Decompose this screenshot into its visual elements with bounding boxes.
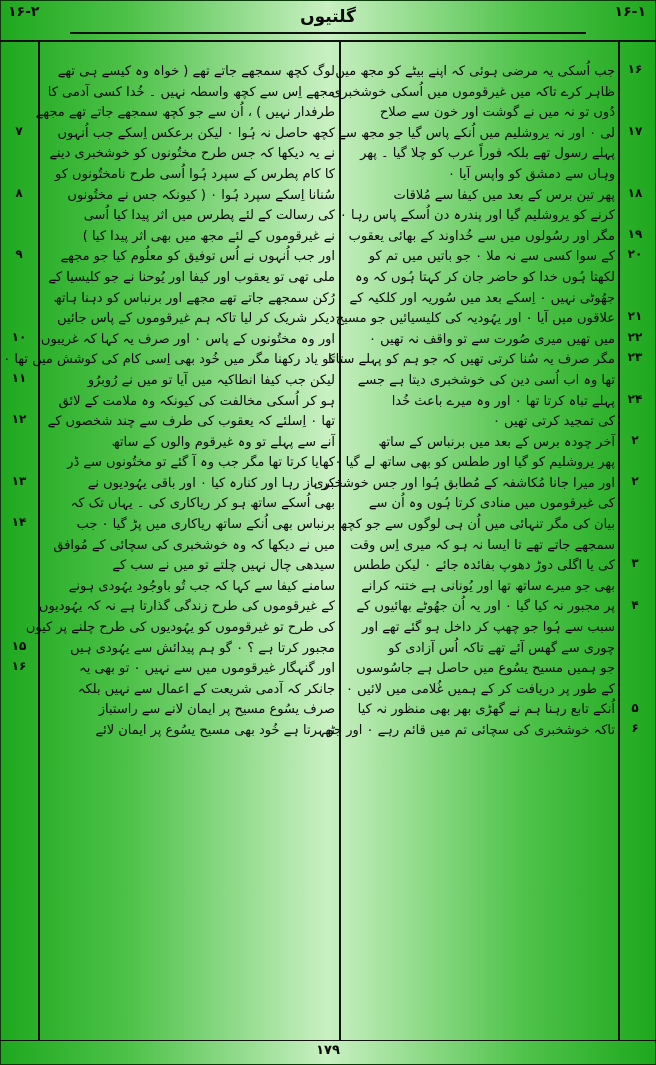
verse-number: ۲: [631, 474, 639, 488]
text-line: تھا ۰ اِسلئے کہ یعقوب کی طرف سے چند شخصوں کے: [47, 414, 335, 430]
text-line: جانکر کہ آدمی شریعت کے اعمال سے نہیں بلکہ: [77, 681, 335, 697]
text-line: دیکر شریک کر لیا تاکہ ہم غیرقوموں کے پاس جائیں: [57, 311, 335, 327]
text-line: اور وہ مختُونوں کے پاس ۰ اور صرف یہ کہا کہ غریبوں: [40, 331, 335, 347]
verse-number: ۲۰: [627, 247, 643, 262]
text-line: میں نے دیکھا کہ وہ خوشخبری کی سچائی کے مُوافق: [53, 537, 335, 553]
text-line: اور گنہگار غیرقوموں میں سے نہیں ۰ تو بھی یہ: [79, 661, 335, 677]
text-line: میں تھیں میری صُورت سے تو واقف نہ تھیں ۰: [369, 331, 615, 347]
text-line: لی ۰ اور نہ یروشلیم میں اُنکے پاس گیا جو مجھ سے: [338, 125, 615, 141]
verse-number: ۲۲: [627, 329, 643, 344]
book-title: گلتیوں: [300, 7, 356, 27]
footer-rule: [0, 1040, 656, 1041]
verse-number: ۱۶: [11, 659, 27, 674]
text-line: بھی جو میرے ساتھ تھا اور یُونانی ہے ختنہ کرانے: [361, 578, 615, 594]
verse-number: ۸: [15, 185, 23, 200]
verse-number: ۱۱: [11, 371, 27, 385]
text-line: لیکن جب کیفا انطاکیہ میں آیا تو میں نے رُوبرُو: [87, 372, 335, 388]
text-line: اُنکے تابع رہنا ہم نے گھڑی بھر بھی منظور نہ کیا: [357, 702, 615, 718]
text-line: کو یاد رکھنا مگر میں خُود بھی اِسی کام کی کوشش میں تھا ۰: [3, 352, 335, 368]
text-line: ظاہر کرے تاکہ میں غیرقوموں میں اُسکی خوشخبری: [331, 84, 615, 100]
text-line: پھر یروشلیم کو گیا اور ططس کو بھی ساتھ لے گیا ۰: [334, 455, 615, 471]
text-line: کرنے کو یروشلیم گیا اور پندرہ دن اُسکے پاس رہا ۰: [339, 208, 615, 224]
text-line: اور جب اُنہوں نے اُس توفیق کو معلُوم کیا جو مجھے: [60, 249, 335, 265]
text-line: سیدھی چال نہیں چلتے تو میں نے سب کے: [112, 558, 335, 574]
text-line: کی طرح تو غیرقوموں کو یہُودیوں کی طرح چلنے پر کیوں: [25, 620, 335, 636]
text-line: چوری سے گھس آئے تھے تاکہ اُس آزادی کو: [388, 640, 615, 656]
verse-number: ۴: [631, 597, 639, 612]
text-line: رُکن سمجھے جاتے تھے مجھے اور برنباس کو دہنا ہاتھ: [53, 290, 335, 306]
verse-number: ۱۹: [627, 226, 643, 241]
verse-number: ۱۴: [11, 515, 27, 530]
verse-number: ۲۳: [627, 350, 643, 365]
text-line: ٹھہرتا ہے خُود بھی مسیح یسُوع پر ایمان لائے: [95, 723, 335, 738]
verse-number: ۹: [15, 247, 23, 262]
text-line: طرفدار نہیں ) ، اُن سے جو کچھ سمجھے جاتے تھے مجھے: [35, 105, 335, 121]
text-line: ملی تھی تو یعقوب اور کیفا اور یُوحنا نے جو کلیسیا کے: [48, 269, 335, 285]
text-line: سمجھے جاتے تھے تا ایسا نہ ہو کہ میری اِس وقت: [350, 537, 615, 553]
text-line: سامنے کیفا سے کہا کہ جب تُو باوجُود یہُودی ہونے: [68, 578, 335, 594]
page-header: [0, 0, 656, 42]
page-number: ۱۷۹: [316, 1043, 340, 1058]
text-line: کا کام پطرس کے سپرد ہُوا اُسی طرح نامختُونوں کو: [54, 166, 335, 182]
text-line: وہاں سے دمشق کو واپس آیا ۰: [447, 166, 615, 182]
text-line: کے غیرقوموں کی طرح زندگی گذارتا ہے نہ کہ یہُودیوں: [38, 599, 335, 615]
verse-number: ۵: [631, 700, 639, 715]
text-line: پر مجبور نہ کیا گیا ۰ اور یہ اُن جھُوٹے بھائیوں کے: [356, 599, 615, 615]
text-line: ہو کر اُسکی مخالفت کی کیونکہ وہ ملامت کے لائق: [58, 393, 335, 409]
text-line: مگر اور رسُولوں میں سے خُداوند کے بھائی یعقوب: [348, 228, 615, 244]
text-line: بیان کی مگر تنہائی میں اُن ہی لوگوں سے جو کچھ: [339, 517, 615, 533]
text-line: مجبور کرتا ہے ؟ ۰ گو ہم پیدائش سے یہُودی ہیں: [70, 640, 335, 656]
verse-number: ۱۲: [11, 412, 27, 427]
text-line: کی رسالت کے لئے پطرس میں اثر پیدا کیا اُسی: [83, 208, 335, 224]
text-line: جو ہمیں مسیح یسُوع میں حاصل ہے جاسُوسوں: [356, 661, 615, 677]
chapter-ref-right: ۱۶-۱: [614, 4, 646, 20]
text-line: برنباس بھی اُنکے ساتھ ریاکاری میں پڑ گیا ۰ جب: [76, 517, 335, 533]
text-line: تھا وہ اب اُسی دین کی خوشخبری دیتا ہے جسے: [357, 372, 615, 388]
text-line: مجھے اِس سے کچھ واسطہ نہیں ۔ خُدا کسی آدمی کا: [47, 84, 335, 100]
text-line: کی غیرقوموں میں منادی کرتا ہُوں وہ اُن سے: [368, 496, 615, 512]
text-line: آخر چودہ برس کے بعد میں برنباس کے ساتھ: [378, 434, 615, 450]
text-line: تاکہ خوشخبری کی سچائی تم میں قائم رہے ۰ اور جو: [327, 723, 615, 738]
text-line: علاقوں میں آیا ۰ اور یہُودیہ کی کلیسیائیں جو مسیح: [335, 311, 615, 327]
text-line: کی تمجید کرتی تھیں ۰: [492, 414, 615, 430]
text-line: آنے سے پہلے تو وہ غیرقوم والوں کے ساتھ: [111, 434, 335, 450]
text-line: دُوں تو نہ میں نے گوشت اور خون سے صلاح: [379, 105, 615, 121]
verse-number: ۱۵: [11, 638, 27, 653]
verse-number: ۱۶: [627, 62, 643, 76]
text-line: کچھ حاصل نہ ہُوا ۰ لیکن برعکس اِسکے جب اُنہوں: [57, 125, 335, 141]
text-line: صرف یسُوع مسیح پر ایمان لانے سے راستباز: [98, 702, 335, 718]
text-line: لوگ کچھ سمجھے جاتے تھے ( خواہ وہ کیسے ہی تھے: [57, 64, 335, 79]
chapter-ref-left: ۱۶-۲: [8, 4, 40, 20]
right-text-column: [313, 62, 615, 742]
verse-number: ۱۳: [11, 474, 27, 488]
text-line: کے سوا کسی سے نہ ملا ۰ جو باتیں میں تم کو: [368, 249, 615, 265]
text-line: لکھتا ہُوں خدا کو حاضر جان کر کہتا ہُوں کہ وہ: [355, 269, 615, 285]
text-line: نے غیرقوموں کے لئے مجھ میں بھی اثر پیدا کیا ): [82, 228, 335, 244]
verse-number: ۱۸: [627, 185, 643, 200]
text-line: پہلے رسول تھے بلکہ فوراً عرب کو چلا گیا ۔ پھر: [360, 146, 615, 162]
verse-number: ۲: [631, 432, 639, 447]
text-line: مگر صرف یہ سُنا کرتی تھیں کہ جو ہم کو پہلے ستاتا: [328, 352, 615, 368]
column-divider: [339, 42, 341, 1041]
header-rule: [70, 32, 586, 34]
text-line: سُنانا اِسکے سپرد ہُوا ۰ ( کیونکہ جس نے مختُونوں: [67, 187, 335, 203]
text-line: سبب سے ہُوا جو چھپ کر داخل ہو گئے تھے اور: [361, 620, 615, 636]
text-line: کھایا کرتا تھا مگر جب وہ آ گئے تو مختُونوں سے ڈر: [67, 455, 335, 471]
verse-number: ۲۴: [627, 391, 643, 406]
verse-number: ۶: [631, 721, 639, 736]
verse-number: ۱۷: [627, 123, 643, 138]
text-line: پھر تین برس کے بعد میں کیفا سے مُلاقات: [393, 187, 615, 203]
text-line: کر باز رہا اور کنارہ کیا ۰ اور باقی یہُودیوں نے: [87, 475, 335, 491]
text-line: کی یا اگلی دوڑ دھوپ بفائدہ جائے ۰ لیکن ططس: [353, 558, 615, 574]
text-line: بھی اُسکے ساتھ ہو کر ریاکاری کی ۔ یہاں تک کہ: [70, 496, 335, 512]
text-line: جھُوٹی نہیں ۰ اِسکے بعد میں سُوریہ اور کلکیہ کے: [349, 290, 615, 306]
text-line: جب اُسکی یہ مرضی ہوئی کہ اپنے بیٹے کو مجھ میں: [335, 64, 615, 79]
verse-number: ۲۱: [627, 309, 643, 324]
verse-number: ۳: [631, 556, 639, 571]
verse-number: ۱۰: [11, 329, 27, 344]
text-line: اور میرا جانا مُکاشفہ کے مُطابق ہُوا اور جس خوشخبری: [313, 475, 615, 491]
text-line: نے یہ دیکھا کہ جس طرح مختُونوں کو خوشخبری دینے: [49, 146, 335, 162]
text-line: کے طور پر دریافت کر کے ہمیں غُلامی میں لائیں ۰: [346, 681, 615, 697]
text-line: پہلے تباہ کرتا تھا ۰ اور وہ میرے باعث خُدا: [391, 393, 615, 409]
verse-number: ۷: [15, 123, 23, 138]
